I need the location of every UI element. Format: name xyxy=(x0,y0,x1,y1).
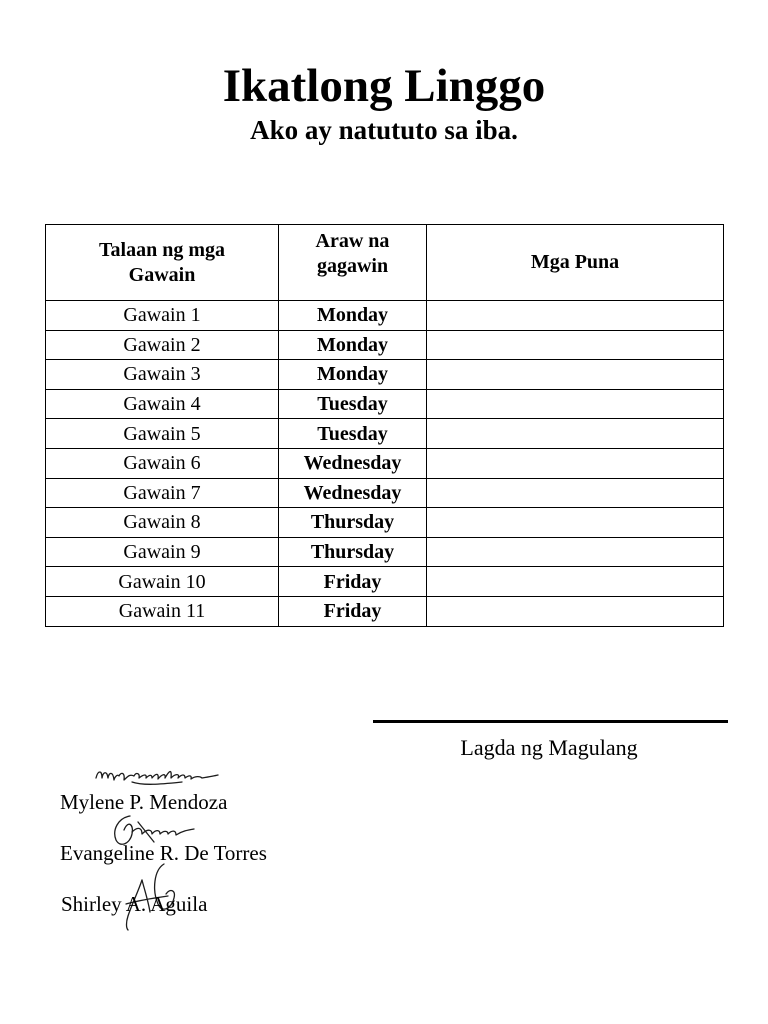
header-remarks: Mga Puna xyxy=(427,225,724,301)
day-cell: Monday xyxy=(279,360,427,390)
activity-table xyxy=(45,224,724,627)
activity-cell: Gawain 3 xyxy=(46,360,279,390)
table-row xyxy=(46,419,724,449)
day-cell: Tuesday xyxy=(279,389,427,419)
page-title: Ikatlong Linggo xyxy=(222,60,546,112)
activity-cell: Gawain 11 xyxy=(46,596,279,626)
day-cell: Wednesday xyxy=(279,478,427,508)
parent-signature-line xyxy=(373,720,728,723)
header-day: Araw na gagawin xyxy=(279,225,427,301)
activity-cell: Gawain 10 xyxy=(46,567,279,597)
day-cell: Wednesday xyxy=(279,448,427,478)
remarks-cell xyxy=(427,567,724,597)
signer-name-aguila: Shirley A. Aguila xyxy=(61,892,208,916)
remarks-cell xyxy=(427,330,724,360)
day-cell: Monday xyxy=(279,301,427,331)
parent-signature-label: Lagda ng Magulang xyxy=(460,735,638,760)
remarks-cell xyxy=(427,360,724,390)
signer-name-de-torres: Evangeline R. De Torres xyxy=(60,841,267,865)
table-row xyxy=(46,360,724,390)
remarks-cell xyxy=(427,389,724,419)
table-row xyxy=(46,330,724,360)
remarks-cell xyxy=(427,448,724,478)
day-cell: Friday xyxy=(279,596,427,626)
signer-name-mendoza: Mylene P. Mendoza xyxy=(60,790,228,814)
table-row xyxy=(46,301,724,331)
table-row xyxy=(46,478,724,508)
activity-cell: Gawain 1 xyxy=(46,301,279,331)
day-cell: Monday xyxy=(279,330,427,360)
day-cell: Thursday xyxy=(279,508,427,538)
activity-cell: Gawain 4 xyxy=(46,389,279,419)
activity-cell: Gawain 8 xyxy=(46,508,279,538)
day-cell: Friday xyxy=(279,567,427,597)
table-row xyxy=(46,537,724,567)
remarks-cell xyxy=(427,478,724,508)
activity-cell: Gawain 9 xyxy=(46,537,279,567)
remarks-cell xyxy=(427,419,724,449)
table-row xyxy=(46,508,724,538)
table-row xyxy=(46,596,724,626)
header-activity-list: Talaan ng mga Gawain xyxy=(46,225,279,301)
remarks-cell xyxy=(427,537,724,567)
remarks-cell xyxy=(427,596,724,626)
page-subtitle: Ako ay natututo sa iba. xyxy=(250,115,518,145)
activity-cell: Gawain 7 xyxy=(46,478,279,508)
remarks-cell xyxy=(427,508,724,538)
table-row xyxy=(46,448,724,478)
day-cell: Tuesday xyxy=(279,419,427,449)
remarks-cell xyxy=(427,301,724,331)
activity-cell: Gawain 2 xyxy=(46,330,279,360)
table-row xyxy=(46,567,724,597)
table-header-row xyxy=(46,225,724,301)
activity-cell: Gawain 5 xyxy=(46,419,279,449)
table-row xyxy=(46,389,724,419)
day-cell: Thursday xyxy=(279,537,427,567)
activity-cell: Gawain 6 xyxy=(46,448,279,478)
